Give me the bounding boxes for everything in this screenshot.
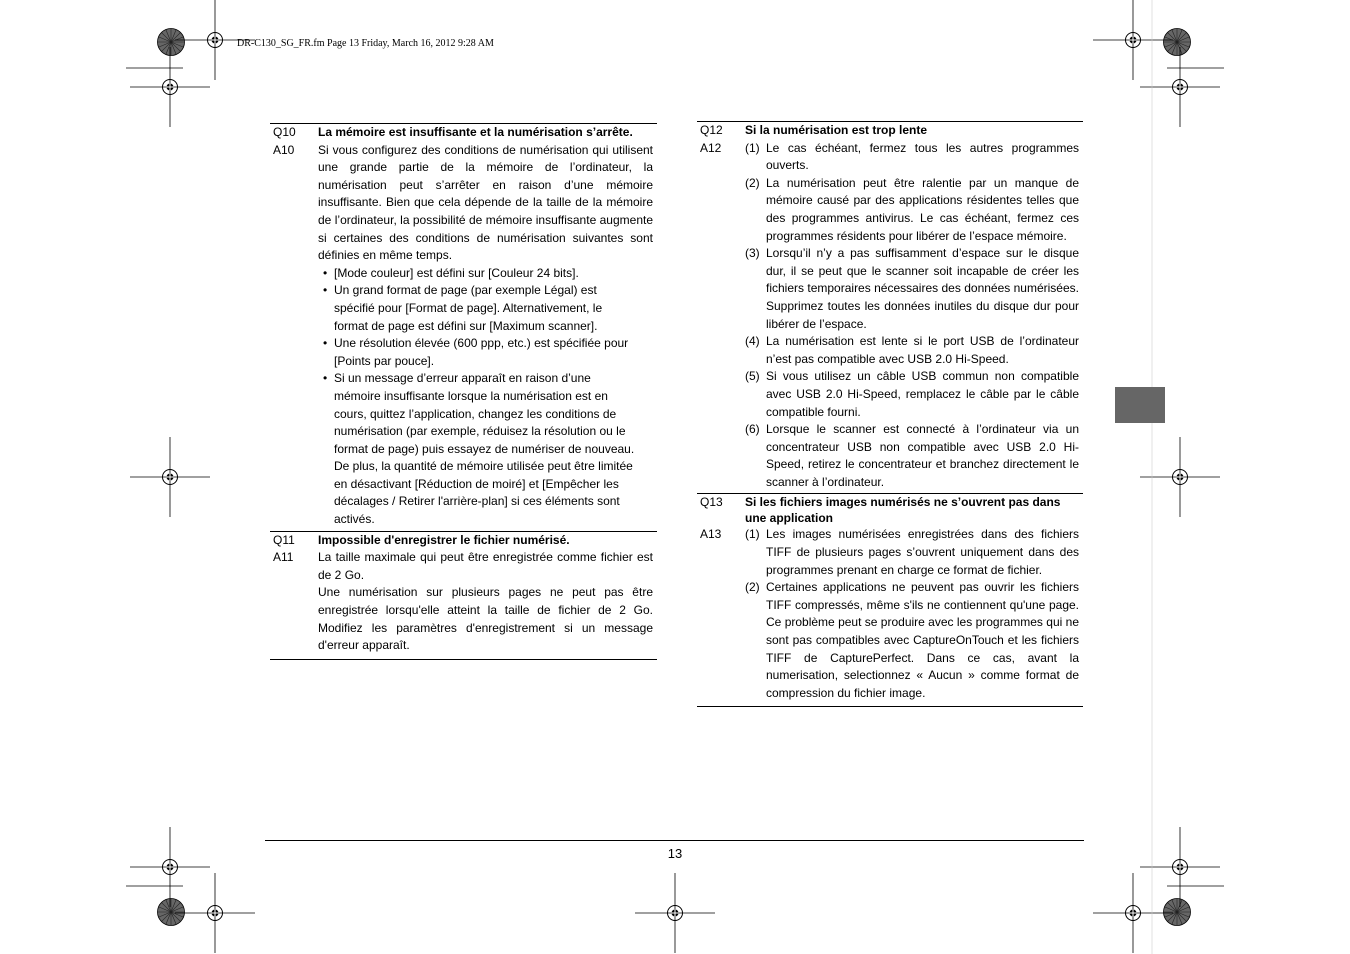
answer-body xyxy=(318,549,657,655)
list-item: • Un grand format de page (par exemple Légal) est spécifié pour [Format de page]. Alternativement, le format de page est défini sur [Maximum scanner]. xyxy=(318,282,653,335)
question-id: Q10 xyxy=(273,125,296,139)
list-item: • Une résolution élevée (600 ppp, etc.) est spécifiée pour [Points par pouce]. xyxy=(318,335,653,370)
question-row xyxy=(697,493,1083,526)
crosshair-mark xyxy=(1093,0,1173,80)
item-number: (3) xyxy=(745,246,760,261)
left-column xyxy=(270,123,657,660)
list-item xyxy=(745,175,1079,245)
list-item xyxy=(745,140,1079,175)
numbered-list xyxy=(745,140,1079,492)
star-target-top-right xyxy=(1164,29,1191,56)
answer-paragraph: La taille maximale qui peut être enregistrée comme fichier est de 2 Go. xyxy=(318,550,653,582)
answer-row xyxy=(697,140,1083,492)
question-text: Impossible d'enregistrer le fichier numérisé. xyxy=(318,532,570,547)
question-row xyxy=(697,121,1083,140)
answer-body xyxy=(745,140,1083,492)
question-row xyxy=(270,123,657,142)
answer-row xyxy=(270,549,657,655)
answer-paragraph: Une numérisation sur plusieurs pages ne peut pas être enregistrée lorsqu'elle atteint la taille de fichier de 2 Go. Modifiez les paramètres d'enregistrement si un message d'erreur apparaît. xyxy=(318,585,653,653)
crosshair-mark xyxy=(175,873,255,953)
item-number: (6) xyxy=(745,422,760,437)
crosshair-mark xyxy=(130,47,210,127)
item-number: (5) xyxy=(745,369,760,384)
question-id: Q13 xyxy=(700,495,723,510)
list-item xyxy=(745,421,1079,491)
item-number: (4) xyxy=(745,334,760,349)
bullet-list xyxy=(318,265,653,529)
list-item xyxy=(745,333,1079,368)
item-number: (1) xyxy=(745,527,760,542)
list-item: • [Mode couleur] est défini sur [Couleur 24 bits]. xyxy=(318,265,653,283)
crosshair-mark xyxy=(1093,873,1173,953)
crosshair-mark xyxy=(130,437,210,517)
question-text: La mémoire est insuffisante et la numérisation s’arrête. xyxy=(318,125,633,139)
star-target-bottom-left xyxy=(158,899,185,926)
question-text: Si les fichiers images numérisés ne s’ouvrent pas dans une application xyxy=(745,495,1061,526)
answer-row xyxy=(697,526,1083,702)
chapter-tab xyxy=(1115,387,1165,423)
answer-row xyxy=(270,142,657,529)
list-item xyxy=(745,579,1079,702)
question-row xyxy=(270,531,657,550)
list-item xyxy=(745,368,1079,421)
item-number: (1) xyxy=(745,140,760,155)
item-text: Lorsque le scanner est connecté à l’ordinateur via un concentrateur USB non compatible avec USB 2.0 Hi-Speed, retirez le concentrateur et branchez directement le scanner à l’ordinateur. xyxy=(766,422,1079,489)
question-id: Q11 xyxy=(273,532,295,547)
right-column xyxy=(697,121,1083,707)
section-end-rule xyxy=(270,655,657,660)
question-text: Si la numérisation est trop lente xyxy=(745,123,928,137)
answer-body xyxy=(745,526,1083,702)
crosshair-mark xyxy=(130,827,210,907)
answer-id: A12 xyxy=(700,140,722,155)
star-target-top-left xyxy=(158,29,185,56)
list-item: • Si un message d’erreur apparaît en raison d’une mémoire insuffisante lorsque la numérisation est en cours, quittez l’application, changez les conditions de numérisation (par exemple, réduisez la résolution ou le format de page) puis essayez de numériser de nouveau. De plus, la quantité de mémoire utilisée peut être limitée en désactivant [Réduction de moiré] et [Empêcher les décalages / Retirer l'arrière-plan] si ces éléments sont activés. xyxy=(318,370,653,528)
item-number: (2) xyxy=(745,580,760,595)
answer-paragraph: Si vous configurez des conditions de numérisation qui utilisent une grande partie de la mémoire de l’ordinateur, la numérisation peut s’arrêter en raison d’une mémoire insuffisante. Bien que cela dépende de la taille de la mémoire de l’ordinateur, la possibilité de mémoire insuffisante augmente si certaines des conditions de numérisation suivantes sont définies en même temps. xyxy=(318,142,653,263)
item-text: La numérisation est lente si le port USB de l’ordinateur n’est pas compatible avec USB 2.0 Hi-Speed. xyxy=(766,334,1079,366)
item-text: Certaines applications ne peuvent pas ouvrir les fichiers TIFF compressés, même s'ils ne contiennent qu'une page. Ce problème peut se produire avec les programmes qui ne sont pas compatibles avec CaptureOnTouch et les fichiers TIFF de CapturePerfect. Dans ce cas, avant la numerisation, selectionnez « Aucun » comme format de compression du fichier image. xyxy=(766,580,1079,700)
question-id: Q12 xyxy=(700,123,723,137)
item-number: (2) xyxy=(745,175,760,190)
answer-id: A13 xyxy=(700,527,722,542)
item-text: Lorsqu’il n’y a pas suffisamment d’espace sur le disque dur, il se peut que le scanner soit incapable de créer les fichiers temporaires nécessaires des données numérisées. Supprimez toutes les données inutiles du disque dur pour libérer de l’espace. xyxy=(766,246,1079,331)
page-header: DR-C130_SG_FR.fm Page 13 Friday, March 16, 2012 9:28 AM xyxy=(237,38,494,49)
answer-id: A11 xyxy=(273,550,294,565)
star-target-bottom-right xyxy=(1164,899,1191,926)
item-text: Si vous utilisez un câble USB commun non compatible avec USB 2.0 Hi-Speed, remplacez le câble par le câble compatible fourni. xyxy=(766,369,1079,419)
crosshair-mark xyxy=(635,873,715,953)
answer-id: A10 xyxy=(273,142,295,157)
section-end-rule xyxy=(697,702,1083,707)
numbered-list xyxy=(745,526,1079,702)
answer-body xyxy=(318,142,657,529)
footer-rule xyxy=(265,840,1084,841)
item-text: La numérisation peut être ralentie par un manque de mémoire causé par des applications résidentes telles que des programmes antivirus. Le cas échéant, fermez ces programmes résidents pour libérer de l’espace mémoire. xyxy=(766,175,1079,243)
page-number: 13 xyxy=(667,846,683,861)
item-text: Les images numérisées enregistrées dans des fichiers TIFF de plusieurs pages s’ouvrent uniquement dans des programmes prenant en charge ce format de fichier. xyxy=(766,527,1079,577)
list-item xyxy=(745,245,1079,333)
item-text: Le cas échéant, fermez tous les autres programmes ouverts. xyxy=(766,140,1079,173)
list-item xyxy=(745,526,1079,579)
